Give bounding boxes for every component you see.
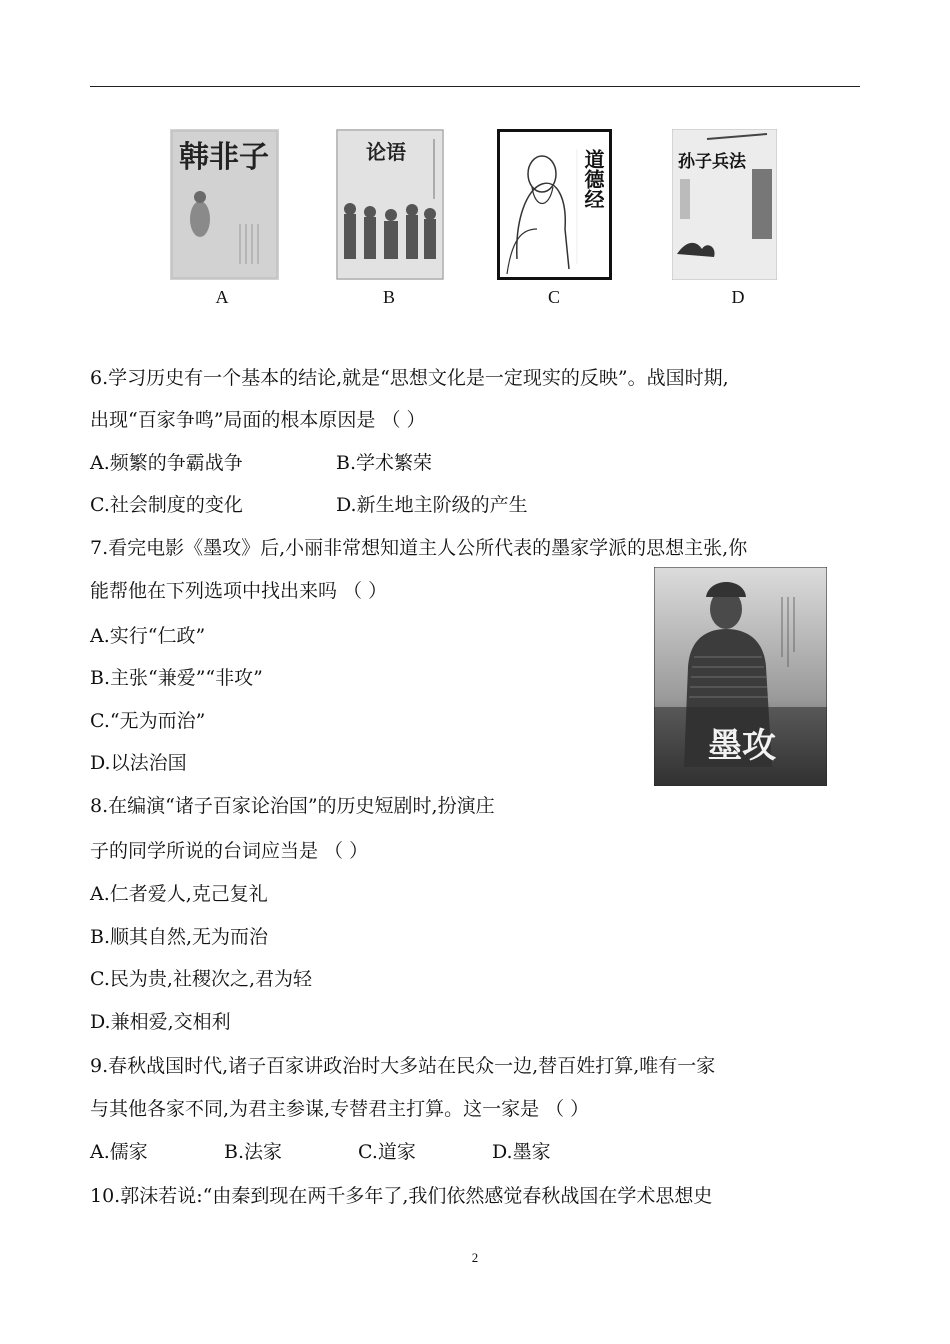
book-b-title: 论语 (366, 140, 406, 164)
q8-option-a: A.仁者爱人,克己复礼 (90, 883, 268, 905)
header-rule (90, 86, 860, 87)
q7-stem-line1: 7.看完电影《墨攻》后,小丽非常想知道主人公所代表的墨家学派的思想主张,你 (90, 537, 748, 559)
book-a-title: 韩非子 (179, 140, 269, 175)
book-b-caption: B (382, 287, 395, 307)
lunyu-book-cover-icon (336, 129, 444, 280)
poster-title: 墨攻 (708, 726, 776, 766)
q8-option-d: D.兼相爱,交相利 (90, 1011, 231, 1033)
book-c-title: 道德经 (581, 149, 605, 209)
q8-option-c: C.民为贵,社稷次之,君为轻 (90, 968, 312, 990)
q6-option-d: D.新生地主阶级的产生 (336, 494, 528, 516)
book-a-caption: A (215, 287, 229, 307)
q7-stem-line2: 能帮他在下列选项中找出来吗 （ ） (90, 580, 388, 602)
han-feizi-book-cover-icon (170, 129, 279, 280)
mogong-movie-poster-icon (654, 567, 827, 786)
book-d-caption: D (731, 287, 745, 307)
q9-option-b: B.法家 (224, 1141, 283, 1163)
page-number: 2 (471, 1250, 479, 1265)
q7-option-d: D.以法治国 (90, 752, 187, 774)
q9-option-d: D.墨家 (492, 1141, 551, 1163)
book-c-caption: C (547, 287, 560, 307)
q8-option-b: B.顺其自然,无为而治 (90, 926, 269, 948)
q9-option-c: C.道家 (358, 1141, 416, 1163)
q9-stem-line2: 与其他各家不同,为君主参谋,专替君主打算。这一家是 （ ） (90, 1098, 590, 1120)
q7-option-c: C.“无为而治” (90, 710, 206, 732)
q9-option-a: A.儒家 (90, 1141, 148, 1163)
sunzi-bingfa-book-cover-icon (672, 129, 777, 280)
q6-option-c: C.社会制度的变化 (90, 494, 243, 516)
book-d-title: 孙子兵法 (678, 152, 746, 172)
q6-option-b: B.学术繁荣 (336, 452, 433, 474)
q6-option-a: A.频繁的争霸战争 (90, 452, 243, 474)
q9-stem-line1: 9.春秋战国时代,诸子百家讲政治时大多站在民众一边,替百姓打算,唯有一家 (90, 1055, 716, 1077)
q8-stem-line2: 子的同学所说的台词应当是 （ ） (90, 840, 369, 862)
q7-option-a: A.实行“仁政” (90, 625, 206, 647)
daodejing-book-cover-icon (497, 129, 612, 280)
q8-stem-line1: 8.在编演“诸子百家论治国”的历史短剧时,扮演庄 (90, 795, 495, 817)
q10-stem-line1: 10.郭沫若说:“由秦到现在两千多年了,我们依然感觉春秋战国在学术思想史 (90, 1185, 713, 1207)
q6-stem-line2: 出现“百家争鸣”局面的根本原因是 （ ） (90, 409, 426, 431)
q7-option-b: B.主张“兼爱”“非攻” (90, 667, 263, 689)
q6-stem-line1: 6.学习历史有一个基本的结论,就是“思想文化是一定现实的反映”。战国时期, (90, 367, 729, 389)
